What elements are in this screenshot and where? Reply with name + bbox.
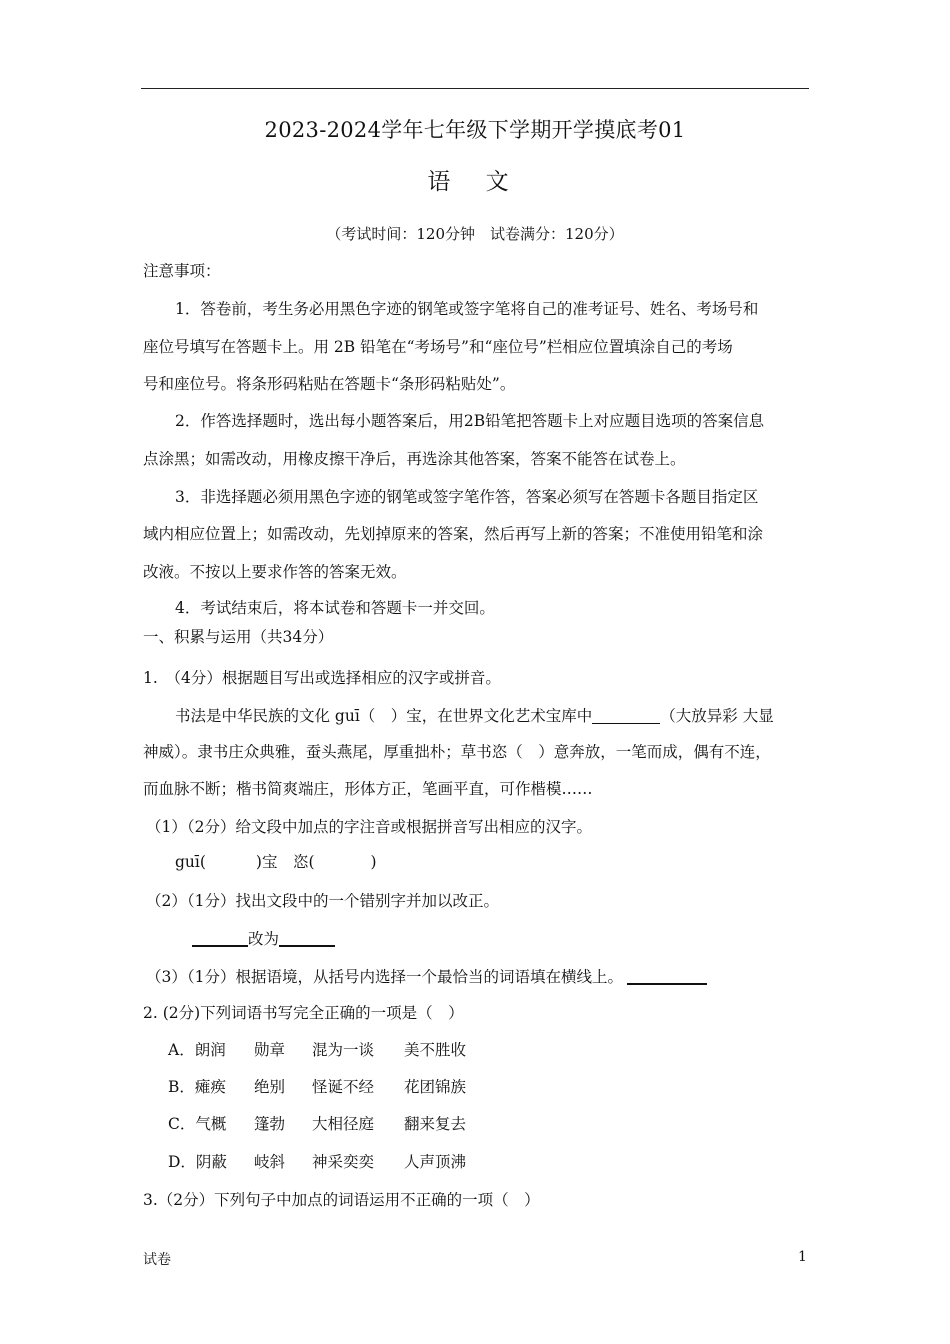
question-1-sub1: （1）（2分）给文段中加点的字注音或根据拼音写出相应的汉字。 xyxy=(146,818,592,836)
question-1-stem: 1. （4分）根据题目写出或选择相应的汉字或拼音。 xyxy=(143,669,501,687)
notice-line: 4．考试结束后，将本试卷和答题卡一并交回。 xyxy=(175,599,495,617)
footer-label: 试卷 xyxy=(143,1252,171,1268)
question-2-stem: 2. (2分)下列词语书写完全正确的一项是（ ） xyxy=(143,1004,464,1022)
question-1-passage xyxy=(175,706,774,726)
option-label: B．瘫痪 xyxy=(168,1078,226,1096)
answer-text: 改为 xyxy=(248,930,280,948)
question-text: （3）（1分）根据语境，从括号内选择一个最恰当的词语填在横线上。 xyxy=(146,968,623,986)
option-c[interactable] xyxy=(168,1114,466,1134)
option-b[interactable] xyxy=(168,1077,466,1097)
notice-heading: 注意事项： xyxy=(143,262,221,280)
page-number: 1 xyxy=(798,1249,807,1265)
section-heading: 一、积累与运用（共34分） xyxy=(143,628,334,646)
notice-line: 改液。不按以上要求作答的答案无效。 xyxy=(143,563,407,581)
question-1-passage: 而血脉不断；楷书简爽端庄，形体方正，笔画平直，可作楷模…… xyxy=(143,780,593,798)
option-a[interactable] xyxy=(168,1040,466,1060)
notice-line: 域内相应位置上；如需改动，先划掉原来的答案，然后再写上新的答案；不准使用铅笔和涂 xyxy=(143,525,764,543)
option-word: 岐斜 xyxy=(254,1153,286,1171)
option-word: 勋章 xyxy=(254,1041,286,1059)
option-label: D．阴蔽 xyxy=(168,1153,227,1171)
option-label: C．气概 xyxy=(168,1115,227,1133)
option-word: 翻来复去 xyxy=(404,1115,467,1133)
notice-line: 座位号填写在答题卡上。用 2B 铅笔在“考场号”和“座位号”栏相应位置填涂自己的考场 xyxy=(143,338,733,356)
option-word: 神采奕奕 xyxy=(312,1153,375,1171)
answer-blank[interactable] xyxy=(592,708,660,724)
question-1-sub3 xyxy=(146,967,707,987)
notice-line: 3．非选择题必须用黑色字迹的钢笔或签字笔作答，答案必须写在答题卡各题目指定区 xyxy=(175,488,759,506)
passage-text: （大放异彩 大显 xyxy=(660,707,774,725)
question-1-passage: 神威）。隶书庄众典雅，蚕头燕尾，厚重拙朴；草书恣（ ）意奔放，一笔而成，偶有不连， xyxy=(143,743,771,761)
notice-line: 号和座位号。将条形码粘贴在答题卡“条形码粘贴处”。 xyxy=(143,375,516,393)
notice-line: 2．作答选择题时，选出每小题答案后，用2B铅笔把答题卡上对应题目选项的答案信息 xyxy=(175,412,765,430)
notice-line: 点涂黑；如需改动，用橡皮擦干净后，再选涂其他答案，答案不能答在试卷上。 xyxy=(143,450,686,468)
option-word: 混为一谈 xyxy=(312,1041,375,1059)
option-label: A．朗润 xyxy=(168,1041,226,1059)
page-title: 2023-2024学年七年级下学期开学摸底考01 xyxy=(264,118,686,142)
option-word: 怪诞不经 xyxy=(312,1078,375,1096)
answer-text: )宝 恣( xyxy=(255,853,315,871)
option-word: 花团锦族 xyxy=(404,1078,467,1096)
question-1-sub2: （2）（1分）找出文段中的一个错别字并加以改正。 xyxy=(146,892,499,910)
option-d[interactable] xyxy=(168,1152,466,1172)
option-word: 绝别 xyxy=(254,1078,286,1096)
exam-info: （考试时间：120分钟 试卷满分：120分） xyxy=(326,225,624,243)
answer-text: guī( xyxy=(175,853,206,871)
question-1-sub1-answer xyxy=(175,852,377,872)
option-word: 篷勃 xyxy=(254,1115,286,1133)
option-word: 大相径庭 xyxy=(312,1115,375,1133)
answer-blank[interactable] xyxy=(279,930,335,947)
passage-text: 书法是中华民族的文化 guī（ ）宝，在世界文化艺术宝库中 xyxy=(175,707,593,725)
answer-blank[interactable] xyxy=(627,968,707,985)
question-1-sub2-answer xyxy=(192,929,335,949)
header-rule xyxy=(141,88,809,89)
notice-line: 1．答卷前，考生务必用黑色字迹的钢笔或签字笔将自己的准考证号、姓名、考场号和 xyxy=(175,300,759,318)
question-3-stem: 3.（2分）下列句子中加点的词语运用不正确的一项（ ） xyxy=(143,1191,540,1209)
subject-title: 语 文 xyxy=(427,169,523,195)
option-word: 人声顶沸 xyxy=(404,1153,467,1171)
answer-text: ) xyxy=(370,853,377,871)
answer-blank[interactable] xyxy=(192,930,248,947)
option-word: 美不胜收 xyxy=(404,1041,467,1059)
